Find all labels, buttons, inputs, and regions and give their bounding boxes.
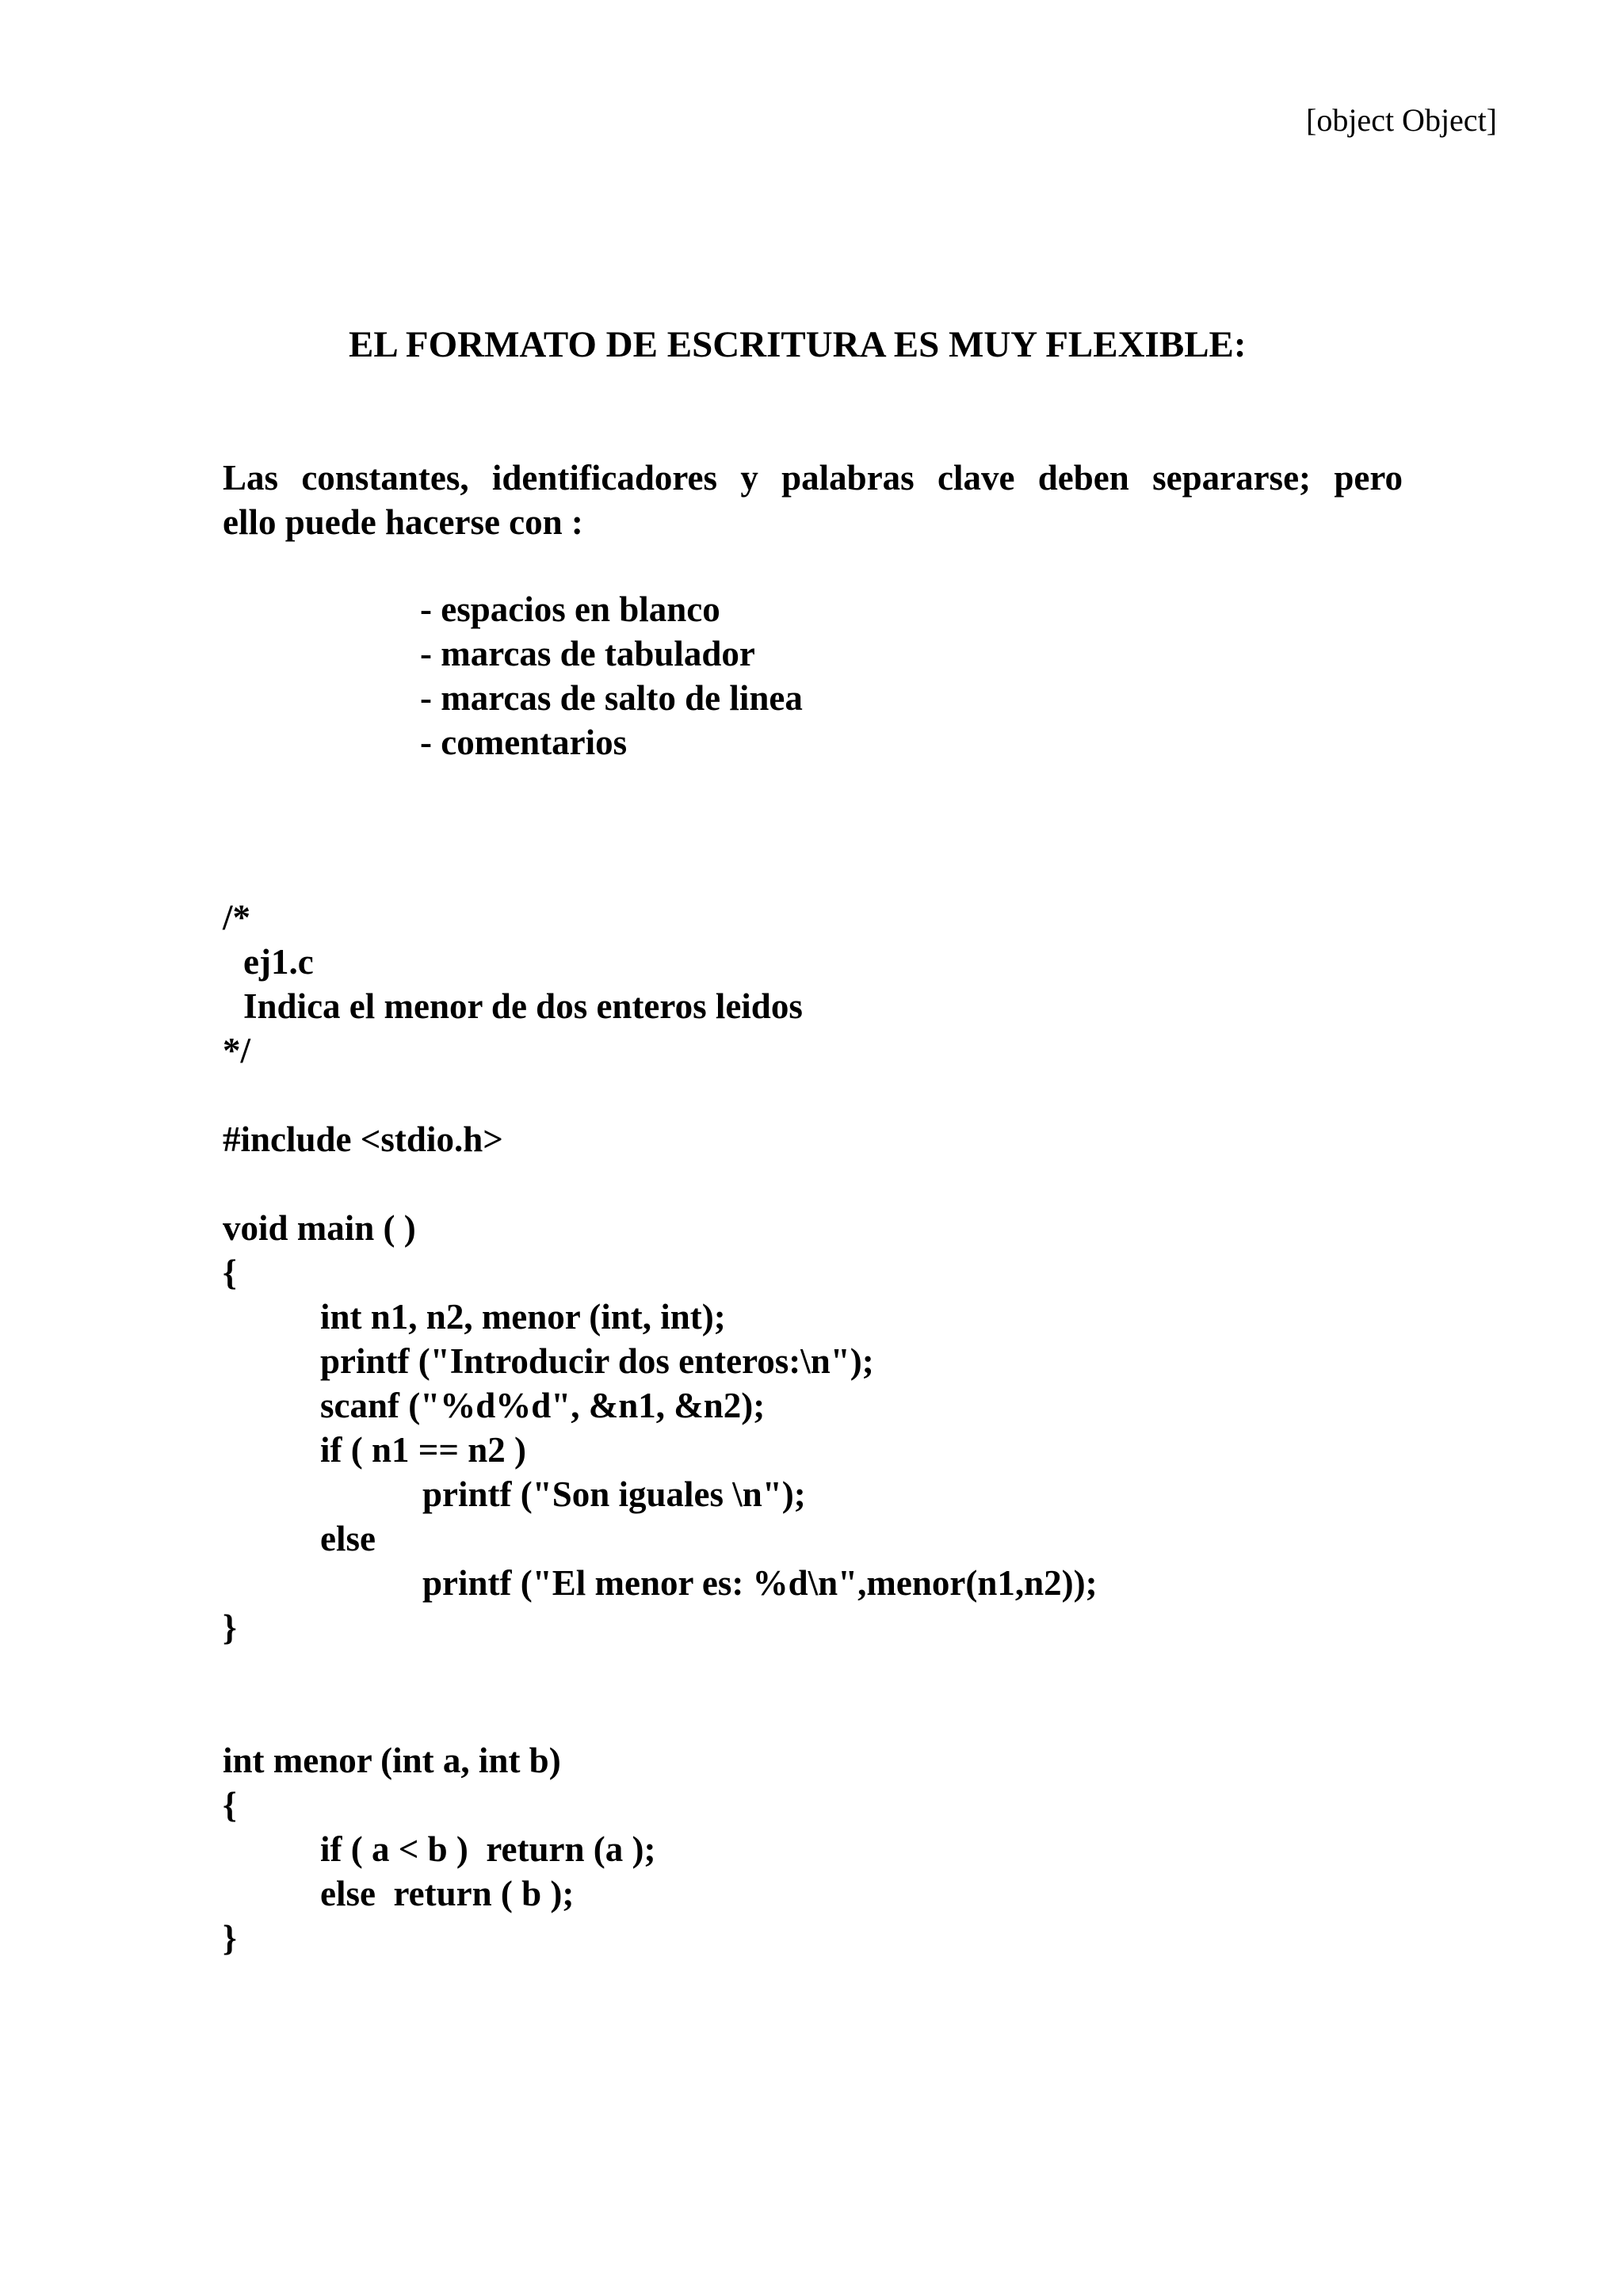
code-menor-if: if ( a < b ) return (a );	[320, 1829, 656, 1869]
code-main-open-brace: {	[223, 1253, 237, 1292]
code-if-statement: if ( n1 == n2 )	[320, 1430, 527, 1470]
list-item: - espacios en blanco	[420, 589, 720, 629]
code-main-close-brace: }	[223, 1608, 237, 1647]
code-comment-description: Indica el menor de dos enteros leidos	[243, 986, 803, 1026]
code-else-statement: else	[320, 1519, 376, 1558]
code-printf-menor: printf ("El menor es: %d\n",menor(n1,n2));	[422, 1563, 1098, 1603]
separator-list	[420, 587, 803, 765]
code-comment-open: /*	[223, 898, 251, 937]
code-blank-line	[223, 1161, 1098, 1206]
list-item: - comentarios	[420, 723, 628, 762]
code-comment-filename: ej1.c	[243, 942, 314, 982]
intro-line-1: Las constantes, identificadores y palabras clave deben separarse; pero	[223, 458, 1403, 498]
code-menor-open-brace: {	[223, 1785, 237, 1825]
code-declaration: int n1, n2, menor (int, int);	[320, 1297, 726, 1337]
code-scanf: scanf ("%d%d", &n1, &n2);	[320, 1386, 766, 1425]
code-blank-line	[223, 1650, 1098, 1694]
list-item: - marcas de salto de linea	[420, 678, 803, 718]
code-menor-signature: int menor (int a, int b)	[223, 1741, 561, 1780]
intro-line-2: ello puede hacerse con :	[223, 502, 583, 542]
code-menor-else: else return ( b );	[320, 1874, 575, 1913]
intro-paragraph	[223, 456, 1403, 544]
code-main-signature: void main ( )	[223, 1208, 416, 1248]
code-blank-line	[223, 1073, 1098, 1117]
code-printf-equal: printf ("Son iguales \n");	[422, 1474, 806, 1514]
code-printf-prompt: printf ("Introducir dos enteros:\n");	[320, 1341, 874, 1381]
code-comment-close: */	[223, 1031, 251, 1070]
code-include: #include <stdio.h>	[223, 1119, 503, 1159]
code-blank-line	[223, 1694, 1098, 1738]
code-listing	[223, 895, 1098, 1960]
list-item: - marcas de tabulador	[420, 634, 755, 673]
code-menor-close-brace: }	[223, 1918, 237, 1958]
page-number: [object Object]	[1306, 102, 1497, 138]
page-title: EL FORMATO DE ESCRITURA ES MUY FLEXIBLE:	[349, 324, 1247, 365]
